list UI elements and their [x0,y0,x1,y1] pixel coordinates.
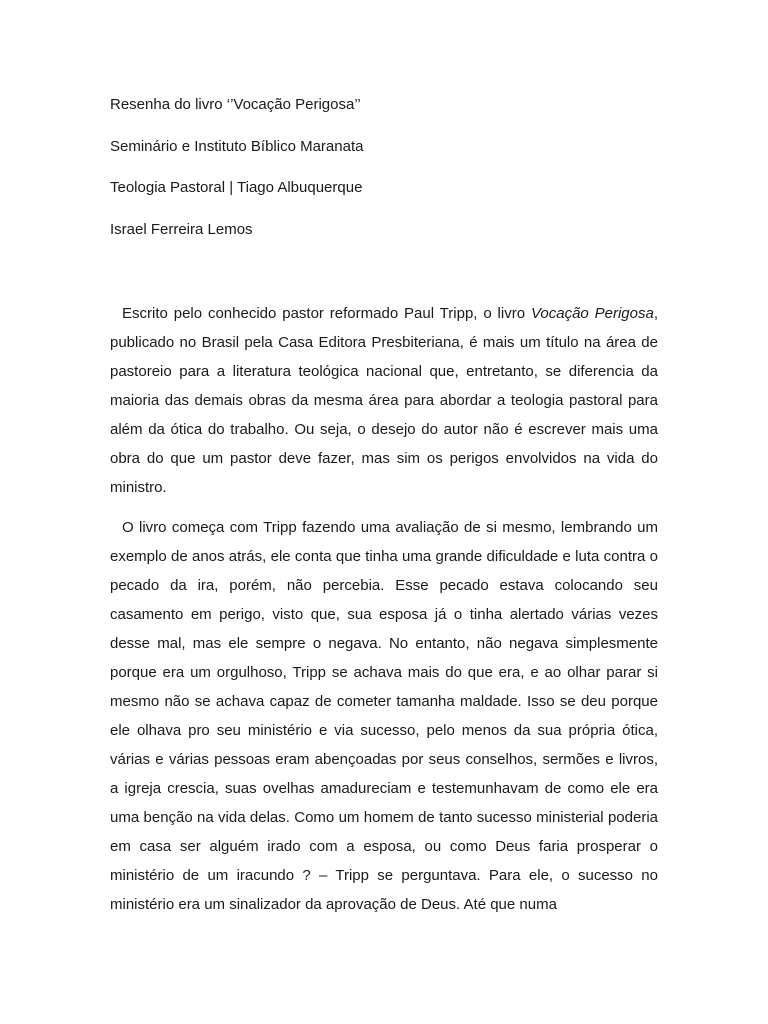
document-header [110,95,670,261]
author-name: Israel Ferreira Lemos [110,220,253,238]
review-title: Resenha do livro ‘’Vocação Perigosa’’ [110,96,361,113]
document-body [110,299,658,930]
paragraph-2: O livro começa com Tripp fazendo uma avaliação de si mesmo, lembrando um exemplo de anos atrás, ele conta que tinha uma grande dificuldade e luta contra o pecado da ira, porém, não percebia. Esse pecado estava colocando seu casamento em perigo, visto que, sua esposa já o tinha alertado várias vezes desse mal, mas ele sempre o negava. No entanto, não negava simplesmente porque era um orgulhoso, Tripp se achava mais do que era, e ao olhar parar si mesmo não se achava capaz de cometer tamanha maldade. Isso se deu porque ele olhava pro seu ministério e via sucesso, pelo menos da sua própria ótica, várias e várias pessoas eram abençoadas por seus conselhos, sermões e livros, a igreja crescia, suas ovelhas amadureciam e testemunhavam de como ele era uma benção na vida delas. Como um homem de tanto sucesso ministerial poderia em casa ser alguém irado com a esposa, ou como Deus faria prosperar o ministério de um iracundo ? – Tripp se perguntava. Para ele, o sucesso no ministério era um sinalizador da aprovação de Deus. Até que numa [110,519,658,913]
course-and-teacher: Teologia Pastoral | Tiago Albuquerque [110,179,363,196]
book-title: Vocação Perigosa [530,305,654,322]
paragraph-1 [110,299,658,502]
paragraph-1-intro: Escrito pelo conhecido pastor reformado Paul Tripp, o livro [122,305,531,322]
institution-name: Seminário e Instituto Bíblico Maranata [110,137,364,155]
paragraph-1-rest: , publicado no Brasil pela Casa Editora Presbiteriana, é mais um título na área de pastoreio para a literatura teológica nacional que, entretanto, se diferencia da maioria das demais obras da mesma área para abordar a teologia pastoral para além da ótica do trabalho. Ou seja, o desejo do autor não é escrever mais uma obra do que um pastor deve fazer, mas sim os perigos envolvidos na vida do ministro. [110,305,659,496]
